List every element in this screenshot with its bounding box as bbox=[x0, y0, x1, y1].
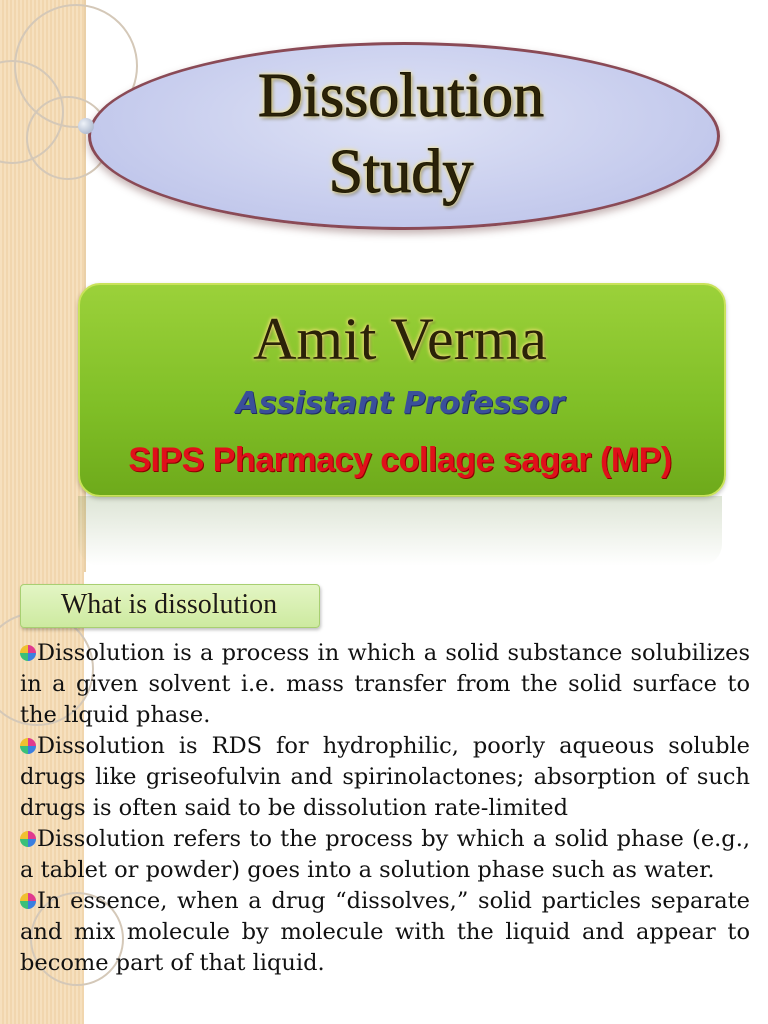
bullet-text: Dissolution refers to the process by which a solid phase (e.g., a tablet or powder) goes into a solution phase such as water. bbox=[20, 826, 750, 883]
bullet-item bbox=[20, 886, 750, 979]
bullet-text: Dissolution is RDS for hydrophilic, poorly aqueous soluble drugs like griseofulvin and spirinolactones; absorption of such drugs is often said to be dissolution rate-limited bbox=[20, 733, 750, 821]
section-heading: What is dissolution bbox=[60, 589, 278, 620]
bullet-icon bbox=[20, 645, 36, 661]
bullet-item bbox=[20, 638, 750, 731]
author-role: Assistant Professor bbox=[235, 386, 565, 421]
bullet-text: In essence, when a drug “dissolves,” solid particles separate and mix molecule by molecule with the liquid and appear to become part of that liquid. bbox=[20, 888, 750, 976]
bullet-icon bbox=[20, 831, 36, 847]
college-name: SIPS Pharmacy collage sagar (MP) bbox=[128, 441, 672, 479]
content-slide bbox=[0, 572, 768, 1024]
bullet-list bbox=[20, 638, 750, 979]
slide-title bbox=[88, 58, 714, 210]
bullet-item bbox=[20, 731, 750, 824]
bullet-icon bbox=[20, 893, 36, 909]
bullet-text: Dissolution is a process in which a solid substance solubilizes in a given solvent i.e. mass transfer from the solid surface to the liquid phase. bbox=[20, 640, 750, 728]
author-panel-reflection bbox=[78, 496, 722, 566]
author-name: Amit Verma bbox=[253, 306, 547, 372]
bullet-item bbox=[20, 824, 750, 886]
title-line-2: Study bbox=[328, 138, 474, 206]
bullet-icon bbox=[20, 738, 36, 754]
title-line-1: Dissolution bbox=[258, 62, 544, 130]
